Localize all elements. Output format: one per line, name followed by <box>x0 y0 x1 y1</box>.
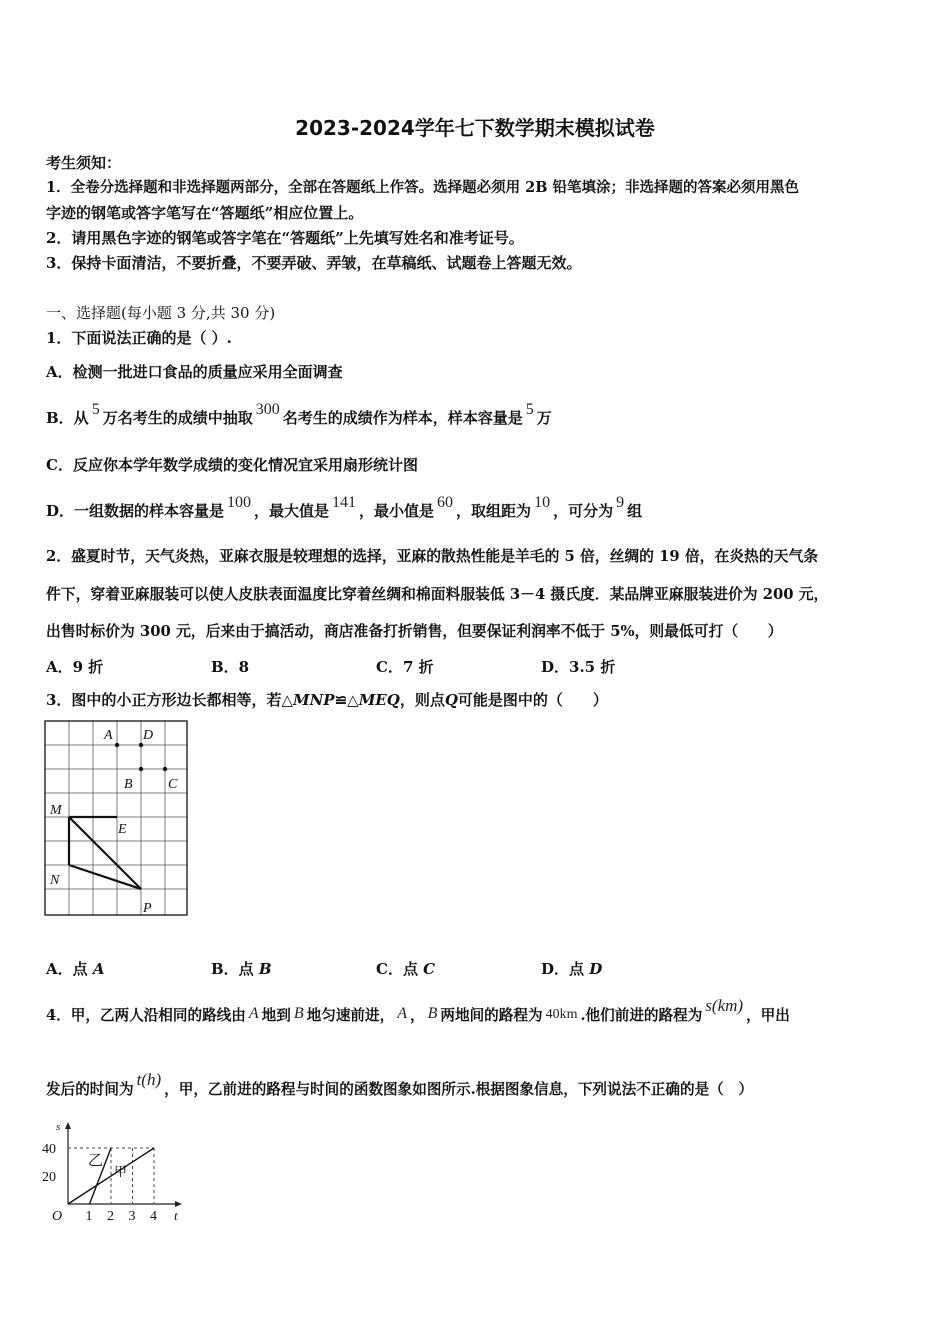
point-b-dot <box>139 767 143 771</box>
q1-option-b: B．从 5 万名考生的成绩中抽取 300 名考生的成绩作为样本，样本容量是 5 万 <box>46 401 552 427</box>
q3-option-a: A．点 A <box>46 960 105 978</box>
q1-option-c: C．反应你本学年数学成绩的变化情况宜采用扇形统计图 <box>46 456 418 474</box>
label-e: E <box>118 822 127 837</box>
label-a: A <box>104 728 113 743</box>
triangle-lines <box>69 817 141 889</box>
y-axis-label: s <box>56 1121 61 1133</box>
x-tick-label-4: 4 <box>150 1209 157 1224</box>
label-n: N <box>50 873 60 888</box>
point-a-dot <box>115 743 119 747</box>
point-d-dot <box>139 743 143 747</box>
x-tick-label-1: 1 <box>85 1209 93 1224</box>
x-axis-arrow <box>175 1201 182 1207</box>
y-axis-arrow <box>65 1122 71 1129</box>
q1-option-a: A．检测一批进口食品的质量应采用全面调查 <box>46 363 343 381</box>
x-tick-label-2: 2 <box>107 1209 114 1224</box>
q3-option-b: B．点 B <box>211 960 272 978</box>
q1-stem: 1．下面说法正确的是（ ）. <box>46 329 232 347</box>
label-d: D <box>143 728 154 743</box>
q3-grid-figure <box>44 720 190 918</box>
q4-line-1: 4．甲，乙两人沿相同的路线由 A 地到 B 地匀速前进， A ， B 两地间的路程为 40km .他们前进的路程为s(km)，甲出 <box>46 996 790 1024</box>
q4-line-2: 发后的时间为t(h)，甲，乙前进的路程与时间的函数图象如图所示.根据图象信息，下列说法不正确的是（ ） <box>46 1070 753 1098</box>
notice-line-1b: 字迹的钢笔或答字笔写在“答题纸”相应位置上。 <box>46 204 364 222</box>
origin-label: O <box>52 1209 63 1224</box>
notice-line-3: 3．保持卡面清洁，不要折叠，不要弄破、弄皱，在草稿纸、试题卷上答题无效。 <box>46 254 582 272</box>
point-c-dot <box>163 767 167 771</box>
notice-line-2: 2．请用黑色字迹的钢笔或答字笔在“答题纸”上先填写姓名和准考证号。 <box>46 229 524 247</box>
q2-option-a: A．9 折 <box>46 658 104 676</box>
notice-heading: 考生须知： <box>46 154 122 172</box>
x-axis-label: t <box>174 1208 178 1223</box>
q3-stem: 3．图中的小正方形边长都相等，若△MNP≌△MEQ，则点Q可能是图中的（ ） <box>46 691 608 709</box>
q2-line-3: 出售时标价为 300 元，后来由于搞活动，商店准备打折销售，但要保证利润率不低于 5%，则最低可打（ ） <box>46 623 783 640</box>
y-tick-label-40: 40 <box>42 1142 56 1157</box>
label-m: M <box>50 803 62 818</box>
q2-option-b: B．8 <box>211 658 250 676</box>
q1-option-d: D．一组数据的样本容量是 100 ，最大值是 141 ，最小值是 60 ，取组距为 10 ，可分为 9 组 <box>46 494 643 520</box>
q2-option-c: C．7 折 <box>376 658 434 676</box>
q3-option-c: C．点 C <box>376 960 436 978</box>
label-b: B <box>124 777 133 792</box>
notice-line-1: 1．全卷分选择题和非选择题两部分，全部在答题纸上作答。选择题必须用 2B 铅笔填涂；非选择题的答案必须用黑色 <box>46 179 800 196</box>
q2-line-1: 2．盛夏时节，天气炎热，亚麻衣服是较理想的选择，亚麻的散热性能是羊毛的 5 倍，丝绸的 19 倍，在炎热的天气条 <box>46 548 819 565</box>
section-heading: 一、选择题(每小题 3 分,共 30 分) <box>46 304 276 322</box>
q3-option-d: D．点 D <box>541 960 603 978</box>
x-tick-label-3: 3 <box>128 1209 136 1224</box>
label-c: C <box>168 777 178 792</box>
label-p: P <box>143 901 152 916</box>
q2-option-d: D．3.5 折 <box>541 658 616 676</box>
y-tick-label-20: 20 <box>42 1170 56 1185</box>
series-label-jia: 甲 <box>114 1164 128 1179</box>
series-label-yi: 乙 <box>88 1153 104 1169</box>
q2-line-2: 件下，穿着亚麻服装可以使人皮肤表面温度比穿着丝绸和棉面料服装低 3－4 摄氏度．某品牌亚麻服装进价为 200 元， <box>46 586 829 603</box>
q4-line-chart <box>38 1118 188 1226</box>
page-title: 2023-2024学年七下数学期末模拟试卷 <box>295 116 655 140</box>
